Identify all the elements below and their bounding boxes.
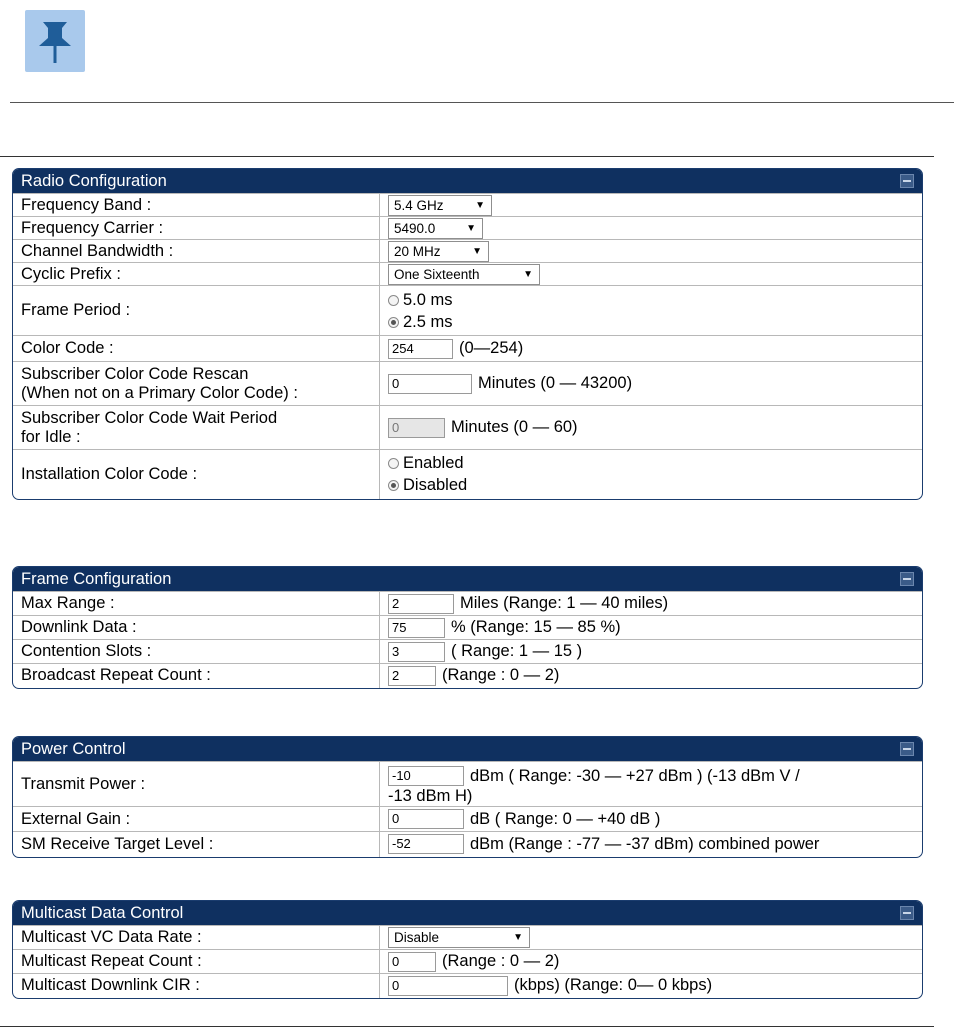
broadcast-repeat-count-hint: (Range : 0 — 2) [442,666,560,685]
wait-period-hint: Minutes (0 — 60) [451,418,578,436]
broadcast-repeat-count-label: Broadcast Repeat Count : [13,664,380,688]
note-box [10,0,954,103]
frame-configuration-panel [12,566,923,689]
transmit-power-label: Transmit Power : [13,762,380,807]
external-gain-label: External Gain : [13,807,380,832]
panel-header [13,737,922,761]
wait-period-input: 0 [388,418,445,438]
external-gain-input[interactable]: 0 [388,809,464,829]
pushpin-icon [25,10,85,72]
frequency-band-select[interactable]: 5.4 GHz ▼ [388,195,492,216]
wait-period-label: Subscriber Color Code Wait Period for Idle : [13,406,380,450]
frame-period-option-5ms[interactable]: 5.0 ms [388,289,922,311]
multicast-repeat-count-label: Multicast Repeat Count : [13,950,380,974]
radio-checked-icon[interactable] [388,480,399,491]
color-code-input[interactable]: 254 [388,339,453,359]
external-gain-hint: dB ( Range: 0 — +40 dB ) [470,809,661,828]
collapse-icon[interactable] [900,572,914,586]
installation-color-code-enabled[interactable]: Enabled [388,452,922,474]
transmit-power-input[interactable]: -10 [388,766,464,786]
panel-title: Frame Configuration [21,570,172,588]
dropdown-arrow-icon: ▼ [475,199,485,211]
rescan-hint: Minutes (0 — 43200) [478,374,633,392]
panel-title: Radio Configuration [21,172,167,190]
downlink-data-input[interactable]: 75 [388,618,445,638]
broadcast-repeat-count-input[interactable]: 2 [388,666,436,686]
radio-unchecked-icon[interactable] [388,458,399,469]
channel-bandwidth-label: Channel Bandwidth : [13,240,380,263]
panel-header [13,901,922,925]
collapse-icon[interactable] [900,906,914,920]
rescan-label: Subscriber Color Code Rescan (When not on a Primary Color Code) : [13,362,380,406]
max-range-label: Max Range : [13,592,380,616]
rescan-input[interactable]: 0 [388,374,472,394]
sm-receive-target-hint: dBm (Range : -77 — -37 dBm) combined power [470,834,820,853]
collapse-icon[interactable] [900,742,914,756]
dropdown-arrow-icon: ▼ [472,245,482,257]
multicast-repeat-count-input[interactable]: 0 [388,952,436,972]
contention-slots-label: Contention Slots : [13,640,380,664]
downlink-data-hint: % (Range: 15 — 85 %) [451,618,621,636]
multicast-downlink-cir-input[interactable]: 0 [388,976,508,996]
multicast-data-control-panel [12,900,923,999]
dropdown-arrow-icon: ▼ [466,222,476,234]
panel-header [13,169,922,193]
sm-receive-target-label: SM Receive Target Level : [13,832,380,857]
sm-receive-target-input[interactable]: -52 [388,834,464,854]
contention-slots-hint: ( Range: 1 — 15 ) [451,642,583,660]
cyclic-prefix-label: Cyclic Prefix : [13,263,380,286]
color-code-hint: (0—254) [459,339,524,357]
max-range-hint: Miles (Range: 1 — 40 miles) [460,594,669,612]
radio-configuration-panel [12,168,923,500]
power-control-panel [12,736,923,858]
transmit-power-hint-cont: -13 dBm H) [388,786,473,805]
installation-color-code-label: Installation Color Code : [13,450,380,499]
multicast-downlink-cir-hint: (kbps) (Range: 0— 0 kbps) [514,976,713,995]
collapse-icon[interactable] [900,174,914,188]
radio-unchecked-icon[interactable] [388,295,399,306]
max-range-input[interactable]: 2 [388,594,454,614]
frame-period-option-2-5ms[interactable]: 2.5 ms [388,311,922,333]
multicast-vc-data-rate-label: Multicast VC Data Rate : [13,926,380,950]
frequency-band-label: Frequency Band : [13,194,380,217]
frame-period-label: Frame Period : [13,286,380,336]
channel-bandwidth-select[interactable]: 20 MHz ▼ [388,241,489,262]
multicast-vc-data-rate-select[interactable]: Disable ▼ [388,927,530,948]
multicast-downlink-cir-label: Multicast Downlink CIR : [13,974,380,998]
multicast-repeat-count-hint: (Range : 0 — 2) [442,952,560,970]
bottom-divider [0,1026,934,1027]
cyclic-prefix-select[interactable]: One Sixteenth ▼ [388,264,540,285]
color-code-label: Color Code : [13,336,380,362]
dropdown-arrow-icon: ▼ [523,268,533,280]
frequency-carrier-select[interactable]: 5490.0 ▼ [388,218,483,239]
panel-header [13,567,922,591]
transmit-power-hint: dBm ( Range: -30 — +27 dBm ) (-13 dBm V / [470,766,800,785]
panel-title: Power Control [21,740,126,758]
dropdown-arrow-icon: ▼ [513,932,523,943]
installation-color-code-disabled[interactable]: Disabled [388,474,922,496]
panel-title: Multicast Data Control [21,904,184,922]
downlink-data-label: Downlink Data : [13,616,380,640]
frequency-carrier-label: Frequency Carrier : [13,217,380,240]
contention-slots-input[interactable]: 3 [388,642,445,662]
top-divider [0,156,934,157]
radio-checked-icon[interactable] [388,317,399,328]
